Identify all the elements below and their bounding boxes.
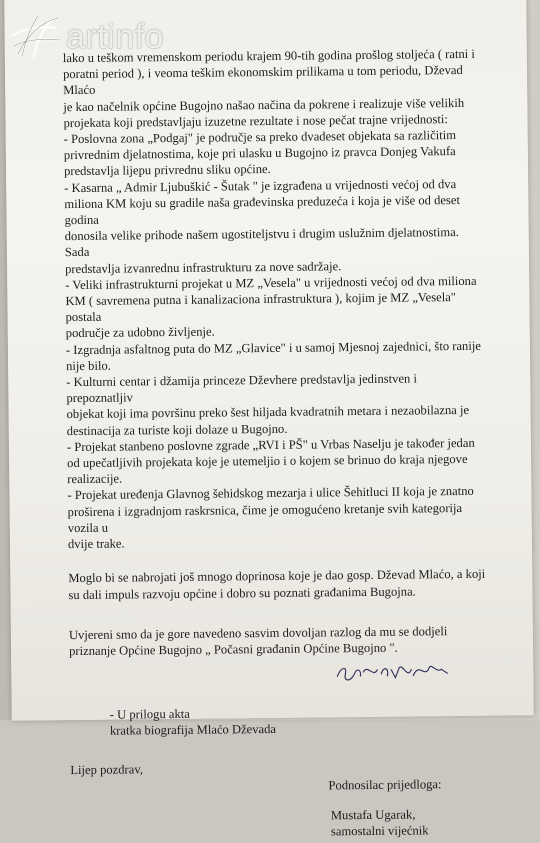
conclusion-line: priznanje Općine Bugojno „ Počasni građanin Općine Bugojno ". bbox=[68, 640, 398, 659]
submitter-title: samostalni vijećnik bbox=[330, 823, 429, 839]
intro-line: projekata koji predstavljaju izuzetne rezultate i nose pečat trajne vrijednosti: bbox=[63, 111, 448, 130]
item-line: KM ( savremena putna i kanalizaciona infrastruktura ), kojim je MZ „Vesela" postala bbox=[65, 290, 456, 325]
item-line: privrednim djelatnostima, koje pri ulasku u Bugojno iz pravca Donjeg Vakufa bbox=[63, 144, 456, 163]
project-item-mezarje bbox=[67, 483, 488, 552]
closing-line: su dali impuls razvoju općine i dobro su poznati građanima Bugojna. bbox=[68, 583, 416, 602]
item-line: dvije trake. bbox=[67, 536, 125, 552]
conclusion-paragraph bbox=[69, 622, 489, 659]
project-item-kasarna bbox=[64, 175, 485, 277]
closing-line: Moglo bi se nabrojati još mnogo doprinosa koje je dao gosp. Dževad Mlaćo, a koji bbox=[68, 567, 486, 586]
logo-text: artinfo bbox=[66, 18, 164, 56]
project-item-rvi-ps bbox=[67, 435, 487, 488]
letter-page bbox=[4, 0, 534, 839]
attachment-note bbox=[70, 703, 490, 740]
item-line: proširena i izgradnjom raskrsnica, čime je omogućeno kretanje svih kategorija vozila u bbox=[67, 500, 463, 536]
item-line: područje za udobno življenje. bbox=[65, 325, 215, 341]
item-line: miliona KM koju su gradile naša građevinska preduzeća i koja je više od deset godina bbox=[64, 192, 460, 228]
intro-line: poratni period ), i veoma teškim ekonomskim prilikama u tom periodu, Dževad Mlaćo bbox=[62, 63, 463, 98]
item-line: - Projekat stanbeno poslovne zgrade „RVI i PŠ" u Vrbas Naselju je također jedan bbox=[66, 435, 475, 454]
submitter-name: Mustafa Ugarak, bbox=[330, 807, 416, 823]
project-item-kulturni-centar bbox=[66, 370, 487, 439]
letter-body bbox=[63, 46, 491, 843]
conclusion-line: Uvjereni smo da je gore navedeno sasvim dovoljan razlog da mu se dodjeli bbox=[68, 623, 448, 642]
submitter-label: Podnosilac prijedloga: bbox=[328, 776, 442, 793]
attachment-line: kratka biografija Mlaćo Dževada bbox=[109, 722, 277, 738]
item-line: - Projekat uređenja Glavnog šehidskog mezarja i ulice Šehitluci II koja je znatno bbox=[67, 484, 474, 503]
site-logo bbox=[8, 8, 208, 64]
project-item-vesela bbox=[65, 273, 486, 342]
globe-logo-icon bbox=[8, 10, 64, 62]
submitter-block bbox=[70, 775, 491, 842]
item-line: - Izgradnja asfaltnog puta do MZ „Glavice" i u samoj Mjesnoj zajednici, što ranije bbox=[65, 338, 481, 357]
item-line: predstavlja izvanrednu infrastrukturu za nove sadržaje. bbox=[64, 258, 342, 276]
item-line: donosila velike prihode našem ugostiteljstvu i drugim uslužnim djelatnostima. Sada bbox=[64, 225, 459, 260]
project-item-glavice bbox=[66, 337, 486, 374]
item-line: od upečatljivih projekata koje je utemeljio i o kojem se brinuo do kraja njegove bbox=[67, 452, 468, 471]
item-line: nije bilo. bbox=[66, 358, 111, 373]
item-line: - Poslovna zona „Podgaj" je područje sa preko dvadeset objekata sa različitim bbox=[63, 128, 457, 147]
greeting: Lijep pozdrav, bbox=[70, 761, 144, 777]
item-line: - Kasarna „ Admir Ljubuškić - Šutak " je izgrađena u vrijednosti većoj od dva bbox=[64, 176, 457, 195]
item-line: - Veliki infrastrukturni projekat u MZ „Vesela" u vrijednosti većoj od dva miliona bbox=[65, 273, 477, 292]
closing-paragraph bbox=[68, 566, 488, 603]
intro-line: lako u teškom vremenskom periodu krajem 90-tih godina prošlog stoljeća ( ratni i bbox=[62, 46, 475, 66]
project-item-podgaj bbox=[64, 127, 484, 180]
intro-line: je kao načelnik općine Bugojno našao načina da pokrene i realizuje više velikih bbox=[63, 95, 465, 114]
attachment-line: - U prilogu akta bbox=[109, 706, 190, 722]
item-line: realizacije. bbox=[67, 471, 123, 487]
item-line: - Kulturni centar i džamija princeze Dževhere predstavlja jedinstven i prepoznatljiv bbox=[66, 371, 418, 406]
item-line: destinacija za turiste koji dolaze u Bugojno. bbox=[66, 421, 288, 438]
handwritten-signature bbox=[333, 655, 453, 686]
item-line: objekat koji ima površinu preko šest hiljada kvadratnih metara i nezaobilazna je bbox=[66, 403, 470, 422]
item-line: predstavlja lijepu privrednu sliku općine. bbox=[63, 162, 271, 179]
